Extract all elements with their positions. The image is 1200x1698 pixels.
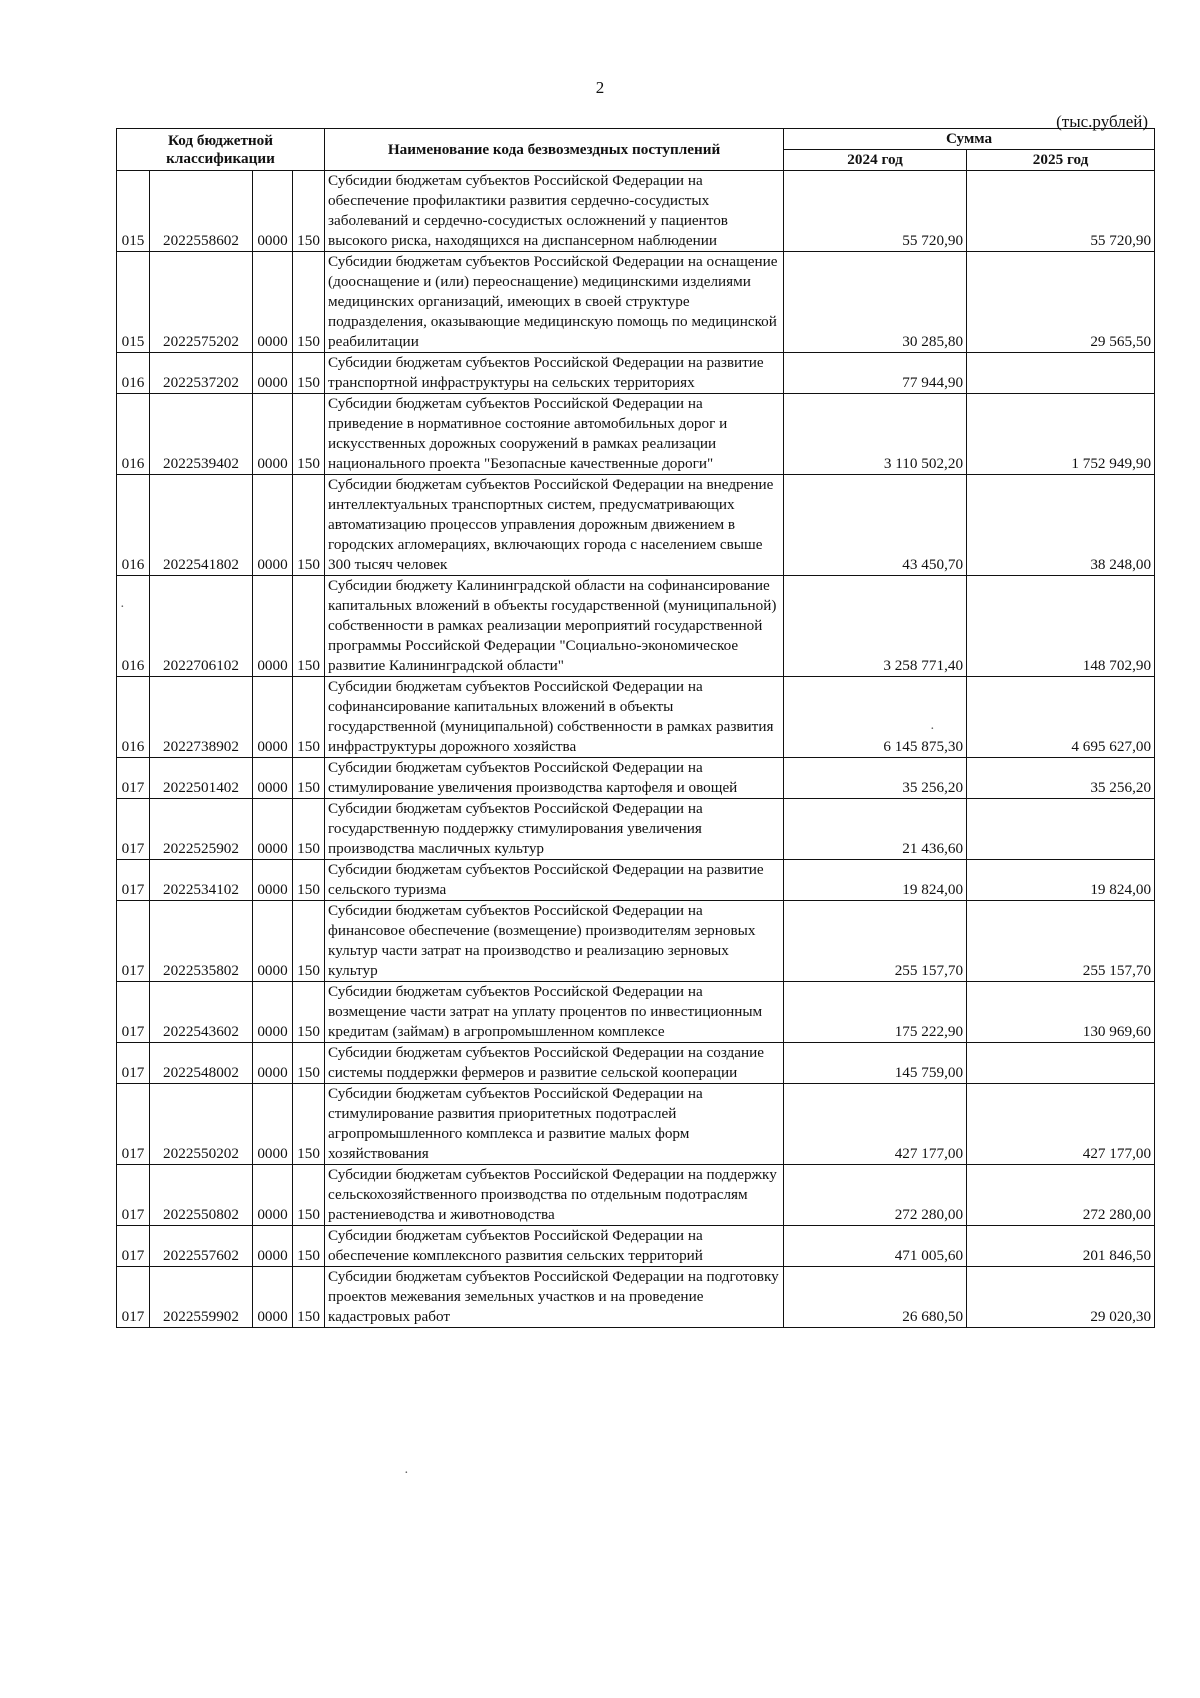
classification-code-cell: 150 bbox=[293, 1043, 325, 1084]
admin-code-cell: 017 bbox=[117, 1043, 150, 1084]
scan-dot: · bbox=[930, 722, 935, 737]
classification-code-cell: 150 bbox=[293, 1267, 325, 1328]
budget-code-cell: 2022557602 bbox=[150, 1226, 253, 1267]
amount-2025-cell: 38 248,00 bbox=[967, 475, 1155, 576]
amount-2025-cell: 19 824,00 bbox=[967, 860, 1155, 901]
admin-code-cell: 016 bbox=[117, 394, 150, 475]
table-row bbox=[117, 799, 1155, 860]
table-row bbox=[117, 901, 1155, 982]
description-cell: Субсидии бюджетам субъектов Российской Федерации на софинансирование капитальных вложений в объекты государственной (муниципальной) собственности в рамках развития инфраструктуры дорожного хозяйства bbox=[325, 677, 784, 758]
description-cell: Субсидии бюджетам субъектов Российской Федерации на подготовку проектов межевания земельных участков и на проведение кадастровых работ bbox=[325, 1267, 784, 1328]
subtype-code-cell: 0000 bbox=[253, 252, 293, 353]
amount-2024-cell: 145 759,00 bbox=[784, 1043, 967, 1084]
description-cell: Субсидии бюджетам субъектов Российской Федерации на развитие транспортной инфраструктуры на сельских территориях bbox=[325, 353, 784, 394]
table-row bbox=[117, 171, 1155, 252]
amount-2024-cell: 175 222,90 bbox=[784, 982, 967, 1043]
table-body bbox=[117, 171, 1155, 1328]
description-cell: Субсидии бюджетам субъектов Российской Федерации на государственную поддержку стимулирования увеличения производства масличных культур bbox=[325, 799, 784, 860]
amount-2025-cell: 148 702,90 bbox=[967, 576, 1155, 677]
table-row bbox=[117, 252, 1155, 353]
subtype-code-cell: 0000 bbox=[253, 982, 293, 1043]
subtype-code-cell: 0000 bbox=[253, 1165, 293, 1226]
table-row bbox=[117, 860, 1155, 901]
table-row bbox=[117, 1165, 1155, 1226]
description-cell: Субсидии бюджетам субъектов Российской Федерации на создание системы поддержки фермеров и развитие сельской кооперации bbox=[325, 1043, 784, 1084]
classification-code-cell: 150 bbox=[293, 353, 325, 394]
amount-2025-cell bbox=[967, 353, 1155, 394]
table-row bbox=[117, 982, 1155, 1043]
subtype-code-cell: 0000 bbox=[253, 677, 293, 758]
classification-code-cell: 150 bbox=[293, 1084, 325, 1165]
header-code-group: Код бюджетной классификации bbox=[117, 129, 325, 171]
scan-dot: · bbox=[404, 1466, 409, 1481]
table-row bbox=[117, 758, 1155, 799]
admin-code-cell: 016 bbox=[117, 475, 150, 576]
subtype-code-cell: 0000 bbox=[253, 860, 293, 901]
amount-2024-cell: 35 256,20 bbox=[784, 758, 967, 799]
table-row bbox=[117, 353, 1155, 394]
table-row bbox=[117, 1084, 1155, 1165]
amount-2025-cell: 255 157,70 bbox=[967, 901, 1155, 982]
table-row bbox=[117, 1226, 1155, 1267]
amount-2024-cell: 427 177,00 bbox=[784, 1084, 967, 1165]
admin-code-cell: 017 bbox=[117, 1084, 150, 1165]
classification-code-cell: 150 bbox=[293, 252, 325, 353]
table-row bbox=[117, 1043, 1155, 1084]
amount-2024-cell: 471 005,60 bbox=[784, 1226, 967, 1267]
subtype-code-cell: 0000 bbox=[253, 353, 293, 394]
budget-code-cell: 2022537202 bbox=[150, 353, 253, 394]
budget-code-cell: 2022548002 bbox=[150, 1043, 253, 1084]
amount-2024-cell: 77 944,90 bbox=[784, 353, 967, 394]
description-cell: Субсидии бюджетам субъектов Российской Федерации на возмещение части затрат на уплату процентов по инвестиционным кредитам (займам) в агропромышленном комплексе bbox=[325, 982, 784, 1043]
amount-2025-cell: 427 177,00 bbox=[967, 1084, 1155, 1165]
classification-code-cell: 150 bbox=[293, 982, 325, 1043]
budget-code-cell: 2022525902 bbox=[150, 799, 253, 860]
description-cell: Субсидии бюджетам субъектов Российской Федерации на оснащение (дооснащение и (или) переоснащение) медицинскими изделиями медицинских организаций, имеющих в своей структуре подразделения, оказывающие медицинскую помощь по медицинской реабилитации bbox=[325, 252, 784, 353]
classification-code-cell: 150 bbox=[293, 475, 325, 576]
budget-code-cell: 2022534102 bbox=[150, 860, 253, 901]
budget-code-cell: 2022501402 bbox=[150, 758, 253, 799]
classification-code-cell: 150 bbox=[293, 860, 325, 901]
header-year-2025: 2025 год bbox=[967, 150, 1155, 171]
table-row bbox=[117, 576, 1155, 677]
description-cell: Субсидии бюджетам субъектов Российской Федерации на обеспечение комплексного развития сельских территорий bbox=[325, 1226, 784, 1267]
amount-2024-cell: 26 680,50 bbox=[784, 1267, 967, 1328]
amount-2024-cell: 21 436,60 bbox=[784, 799, 967, 860]
subtype-code-cell: 0000 bbox=[253, 576, 293, 677]
header-year-2024: 2024 год bbox=[784, 150, 967, 171]
classification-code-cell: 150 bbox=[293, 901, 325, 982]
subtype-code-cell: 0000 bbox=[253, 1226, 293, 1267]
admin-code-cell: 015 bbox=[117, 252, 150, 353]
subtype-code-cell: 0000 bbox=[253, 394, 293, 475]
budget-code-cell: 2022559902 bbox=[150, 1267, 253, 1328]
budget-code-cell: 2022543602 bbox=[150, 982, 253, 1043]
classification-code-cell: 150 bbox=[293, 799, 325, 860]
admin-code-cell: 017 bbox=[117, 860, 150, 901]
admin-code-cell: 016 bbox=[117, 576, 150, 677]
classification-code-cell: 150 bbox=[293, 171, 325, 252]
units-label: (тыс.рублей) bbox=[1056, 112, 1148, 131]
admin-code-cell: 017 bbox=[117, 901, 150, 982]
amount-2025-cell: 272 280,00 bbox=[967, 1165, 1155, 1226]
description-cell: Субсидии бюджетам субъектов Российской Федерации на финансовое обеспечение (возмещение) производителям зерновых культур части затрат на производство и реализацию зерновых культур bbox=[325, 901, 784, 982]
amount-2025-cell: 1 752 949,90 bbox=[967, 394, 1155, 475]
description-cell: Субсидии бюджетам субъектов Российской Федерации на стимулирование развития приоритетных подотраслей агропромышленного комплекса и развитие малых форм хозяйствования bbox=[325, 1084, 784, 1165]
budget-code-cell: 2022550802 bbox=[150, 1165, 253, 1226]
description-cell: Субсидии бюджету Калининградской области на софинансирование капитальных вложений в объекты государственной (муниципальной) собственности в рамках реализации мероприятий государственной программы Российской Федерации "Социально-экономическое развитие Калининградской области" bbox=[325, 576, 784, 677]
amount-2024-cell: 30 285,80 bbox=[784, 252, 967, 353]
amount-2025-cell: 35 256,20 bbox=[967, 758, 1155, 799]
budget-code-cell: 2022550202 bbox=[150, 1084, 253, 1165]
description-cell: Субсидии бюджетам субъектов Российской Федерации на поддержку сельскохозяйственного производства по отдельным подотраслям растениеводства и животноводства bbox=[325, 1165, 784, 1226]
amount-2024-cell: 272 280,00 bbox=[784, 1165, 967, 1226]
scan-dot: · bbox=[120, 600, 125, 615]
header-sum-group: Сумма bbox=[784, 129, 1155, 150]
budget-code-cell: 2022575202 bbox=[150, 252, 253, 353]
admin-code-cell: 017 bbox=[117, 1165, 150, 1226]
amount-2025-cell: 201 846,50 bbox=[967, 1226, 1155, 1267]
table-row bbox=[117, 475, 1155, 576]
admin-code-cell: 017 bbox=[117, 982, 150, 1043]
description-cell: Субсидии бюджетам субъектов Российской Федерации на приведение в нормативное состояние автомобильных дорог и искусственных дорожных сооружений в рамках реализации национального проекта "Безопасные качественные дороги" bbox=[325, 394, 784, 475]
amount-2025-cell: 4 695 627,00 bbox=[967, 677, 1155, 758]
amount-2025-cell bbox=[967, 1043, 1155, 1084]
subtype-code-cell: 0000 bbox=[253, 1084, 293, 1165]
admin-code-cell: 016 bbox=[117, 353, 150, 394]
amount-2024-cell: 255 157,70 bbox=[784, 901, 967, 982]
amount-2025-cell: 55 720,90 bbox=[967, 171, 1155, 252]
amount-2024-cell: 3 110 502,20 bbox=[784, 394, 967, 475]
subtype-code-cell: 0000 bbox=[253, 901, 293, 982]
budget-code-cell: 2022558602 bbox=[150, 171, 253, 252]
admin-code-cell: 017 bbox=[117, 1267, 150, 1328]
classification-code-cell: 150 bbox=[293, 758, 325, 799]
amount-2024-cell: 19 824,00 bbox=[784, 860, 967, 901]
subtype-code-cell: 0000 bbox=[253, 758, 293, 799]
description-cell: Субсидии бюджетам субъектов Российской Федерации на внедрение интеллектуальных транспортных систем, предусматривающих автоматизацию процессов управления дорожным движением в городских агломерациях, включающих города с населением свыше 300 тысяч человек bbox=[325, 475, 784, 576]
description-cell: Субсидии бюджетам субъектов Российской Федерации на обеспечение профилактики развития сердечно-сосудистых заболеваний и сердечно-сосудистых осложнений у пациентов высокого риска, находящихся на диспансерном наблюдении bbox=[325, 171, 784, 252]
header-name: Наименование кода безвозмездных поступлений bbox=[325, 129, 784, 171]
classification-code-cell: 150 bbox=[293, 576, 325, 677]
description-cell: Субсидии бюджетам субъектов Российской Федерации на развитие сельского туризма bbox=[325, 860, 784, 901]
subtype-code-cell: 0000 bbox=[253, 1043, 293, 1084]
amount-2024-cell: 43 450,70 bbox=[784, 475, 967, 576]
budget-code-cell: 2022539402 bbox=[150, 394, 253, 475]
amount-2025-cell: 130 969,60 bbox=[967, 982, 1155, 1043]
amount-2025-cell: 29 020,30 bbox=[967, 1267, 1155, 1328]
admin-code-cell: 015 bbox=[117, 171, 150, 252]
classification-code-cell: 150 bbox=[293, 677, 325, 758]
table-row bbox=[117, 677, 1155, 758]
classification-code-cell: 150 bbox=[293, 394, 325, 475]
admin-code-cell: 017 bbox=[117, 758, 150, 799]
subtype-code-cell: 0000 bbox=[253, 1267, 293, 1328]
budget-table bbox=[116, 128, 1155, 1328]
classification-code-cell: 150 bbox=[293, 1165, 325, 1226]
amount-2025-cell bbox=[967, 799, 1155, 860]
amount-2024-cell: 6 145 875,30 bbox=[784, 677, 967, 758]
table-header bbox=[117, 129, 1155, 171]
budget-code-cell: 2022541802 bbox=[150, 475, 253, 576]
budget-code-cell: 2022706102 bbox=[150, 576, 253, 677]
classification-code-cell: 150 bbox=[293, 1226, 325, 1267]
subtype-code-cell: 0000 bbox=[253, 171, 293, 252]
amount-2025-cell: 29 565,50 bbox=[967, 252, 1155, 353]
admin-code-cell: 016 bbox=[117, 677, 150, 758]
budget-code-cell: 2022738902 bbox=[150, 677, 253, 758]
amount-2024-cell: 55 720,90 bbox=[784, 171, 967, 252]
amount-2024-cell: 3 258 771,40 bbox=[784, 576, 967, 677]
table-row bbox=[117, 394, 1155, 475]
description-cell: Субсидии бюджетам субъектов Российской Федерации на стимулирование увеличения производства картофеля и овощей bbox=[325, 758, 784, 799]
admin-code-cell: 017 bbox=[117, 799, 150, 860]
table-row bbox=[117, 1267, 1155, 1328]
subtype-code-cell: 0000 bbox=[253, 475, 293, 576]
budget-code-cell: 2022535802 bbox=[150, 901, 253, 982]
subtype-code-cell: 0000 bbox=[253, 799, 293, 860]
page-number: 2 bbox=[595, 78, 605, 97]
admin-code-cell: 017 bbox=[117, 1226, 150, 1267]
